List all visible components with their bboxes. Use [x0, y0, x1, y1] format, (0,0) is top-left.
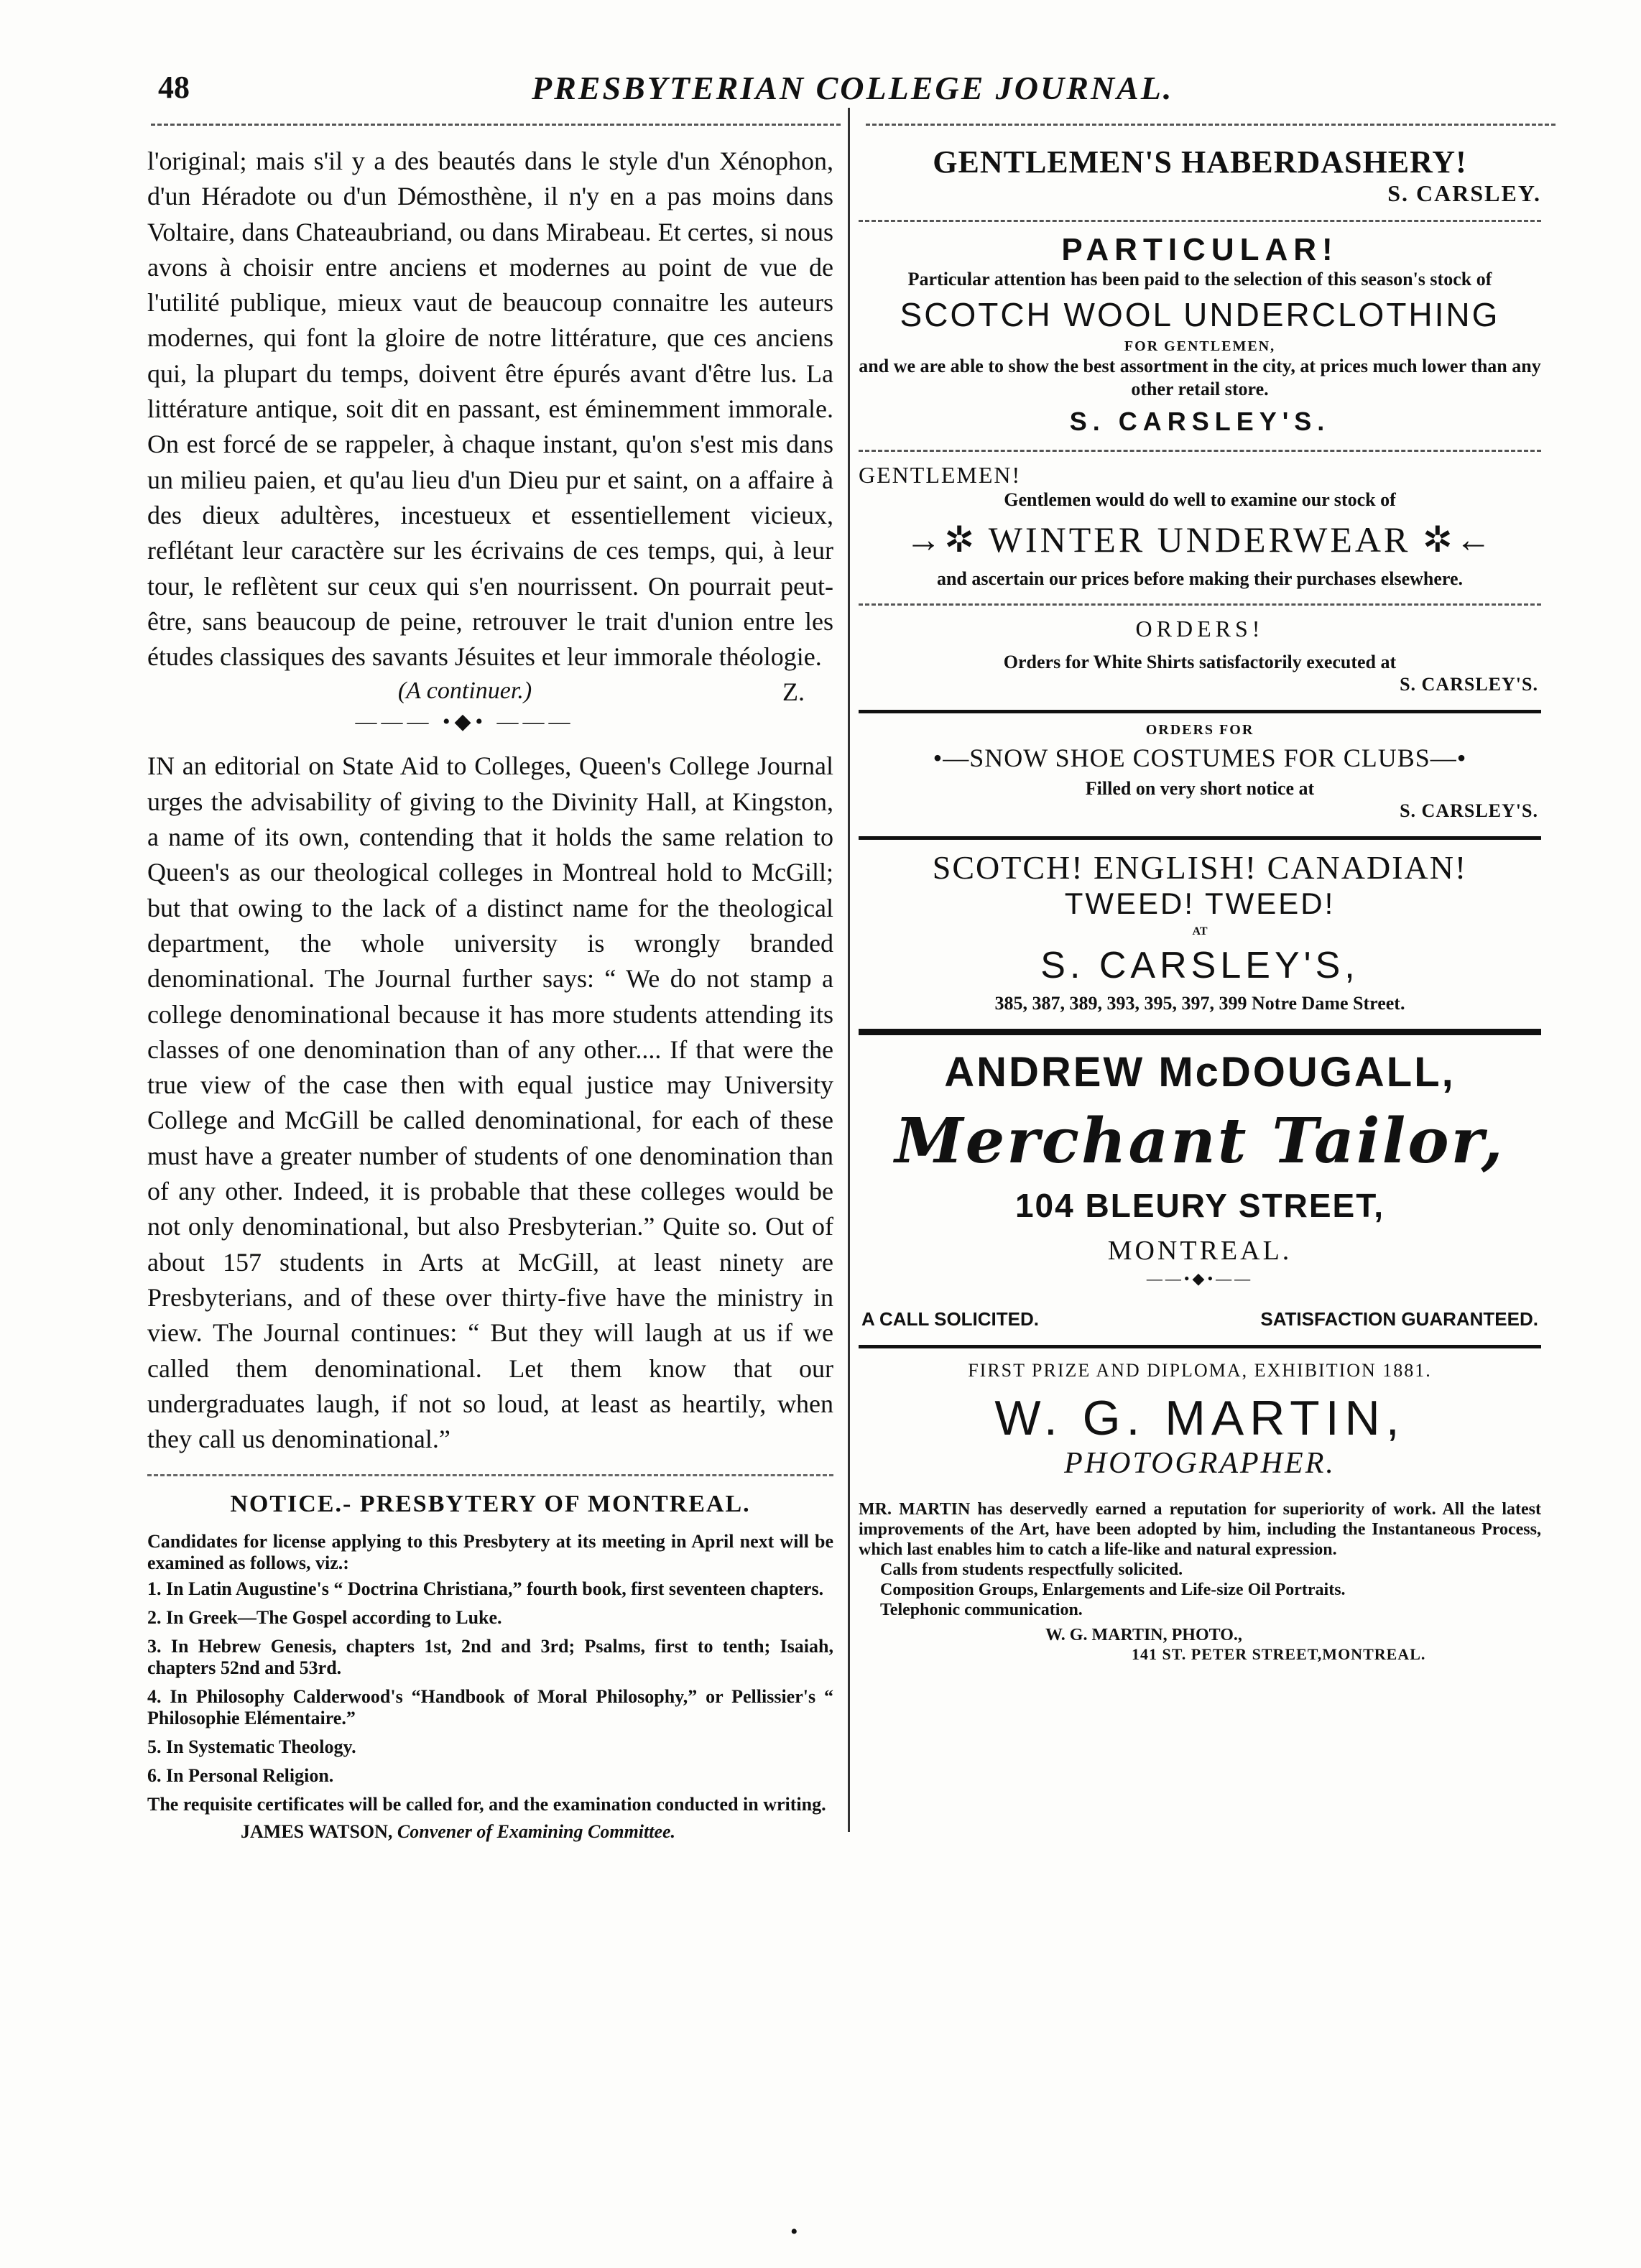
mcdougall-street: 104 BLEURY STREET, [1014, 1187, 1385, 1224]
particular-text-2: and we are able to show the best assortment in the city, at prices much lower than any other retail store. [859, 356, 1541, 399]
notice-title: NOTICE.- PRESBYTERY OF MONTREAL. [230, 1491, 751, 1518]
mcdougall-name: ANDREW McDOUGALL, [944, 1049, 1456, 1096]
page-header [144, 69, 1552, 112]
ad-divider [859, 450, 1541, 452]
tweed-address: 385, 387, 389, 393, 395, 397, 399 Notre Dame Street. [994, 993, 1405, 1014]
martin-line: Telephonic communication. [880, 1601, 1083, 1619]
orders-sign: S. CARSLEY'S. [1400, 674, 1538, 695]
martin-address: 141 ST. PETER STREET,MONTREAL. [1132, 1645, 1426, 1663]
notice-item: 3. In Hebrew Genesis, chapters 1st, 2nd and 3rd; Psalms, first to tenth; Isaiah, chapters 52nd and 53rd. [147, 1636, 833, 1679]
haberdashery-sign: S. CARSLEY. [1387, 180, 1541, 206]
notice-closing: The requisite certificates will be called for, and the examination conducted in writing. [147, 1794, 826, 1815]
notice-signer-role: Convener of Examining Committee. [397, 1821, 676, 1843]
snow-shoe-flourish-right: —• [1430, 744, 1467, 772]
ad-divider [859, 603, 1541, 606]
column-divider [848, 108, 850, 1832]
right-column [859, 144, 1541, 1664]
snow-shoe-title-text: SNOW SHOE COSTUMES FOR CLUBS [969, 744, 1430, 772]
orders-title: ORDERS! [1135, 616, 1265, 642]
snow-shoe-ad [859, 722, 1541, 822]
mcdougall-city: MONTREAL. [1107, 1236, 1293, 1266]
ad-divider [859, 710, 1541, 713]
orders-text: Orders for White Shirts satisfactorily executed at [1003, 652, 1397, 672]
winter-product: WINTER UNDERWEAR [988, 519, 1411, 560]
winter-text: Gentlemen would do well to examine our stock of [1004, 489, 1396, 510]
haberdashery-ad [859, 144, 1541, 207]
particular-title: PARTICULAR! [1061, 232, 1339, 267]
article-signature: Z. [782, 677, 805, 707]
martin-paragraph: MR. MARTIN has deservedly earned a reputation for superiority of work. All the latest improvements of the Art, have been adopted by him, including the Instantaneous Process, which last enables him to catch a life-like and natural expression. [859, 1500, 1541, 1559]
satisfaction-guaranteed: SATISFACTION GUARANTEED. [1260, 1308, 1538, 1330]
footer-mark: • [790, 2220, 798, 2244]
for-gentlemen-line: FOR GENTLEMEN, [1124, 338, 1276, 354]
header-rule-left [151, 124, 841, 126]
snow-shoe-sign: S. CARSLEY'S. [1400, 800, 1538, 821]
notice-item: 6. In Personal Religion. [147, 1765, 334, 1787]
snow-shoe-title [859, 743, 1541, 773]
notice-item: 1. In Latin Augustine's “ Doctrina Christiana,” fourth book, first seventeen chapters. [147, 1578, 824, 1600]
notice-signer: JAMES WATSON, [241, 1821, 393, 1843]
martin-line: Calls from students respectfully solicited. [880, 1560, 1183, 1579]
section-ornament: ——— •◆• ——— [355, 710, 575, 734]
particular-sign: S. CARSLEY'S. [1069, 407, 1331, 436]
notice-item: 5. In Systematic Theology. [147, 1736, 356, 1758]
journal-title: PRESBYTERIAN COLLEGE JOURNAL. [532, 70, 1174, 106]
snow-shoe-small: ORDERS FOR [1145, 722, 1254, 738]
left-column [147, 144, 833, 1843]
ad-divider [859, 220, 1541, 222]
tweed-line-1: SCOTCH! ENGLISH! CANADIAN! [932, 849, 1468, 886]
haberdashery-title: GENTLEMEN'S HABERDASHERY! [933, 144, 1467, 180]
notice-intro: Candidates for license applying to this Presbytery at its meeting in April next will be examined as follows, viz.: [147, 1531, 833, 1574]
martin-ad [859, 1360, 1541, 1664]
continuer-note: (A continuer.) [397, 677, 532, 705]
orders-ad [859, 616, 1541, 695]
mcdougall-taglines [859, 1308, 1541, 1330]
winter-underwear-heading [859, 519, 1541, 560]
winter-text-2: and ascertain our prices before making their purchases elsewhere. [936, 568, 1464, 589]
particular-ad [859, 232, 1541, 437]
ad-divider [859, 1345, 1541, 1348]
page-number: 48 [158, 70, 190, 105]
winter-heading: GENTLEMEN! [859, 462, 1022, 488]
martin-title: PHOTOGRAPHER. [1064, 1447, 1336, 1480]
call-solicited: A CALL SOLICITED. [861, 1308, 1039, 1330]
ad-divider [859, 836, 1541, 840]
french-article-text: l'original; mais s'il y a des beautés dans le style d'un Xénophon, d'un Héradote ou d'un Démosthène, il n'y en a pas moins dans Voltaire, dans Chateaubriand, ou dans Mirabeau. Et certes, si nous avons à choisir entre anciens et modernes au point de vue de l'utilité publique, mieux vaut de beaucoup connaitre les auteurs modernes, qui font la gloire de notre littérature, que ces anciens qui, la plupart du temps, doivent être épurés avant d'être lus. La littérature antique, soit dit en passant, est éminemment immorale. On est forcé de se rappeler, à chaque instant, qu'on s'est mis dans un milieu paien, et qu'au lieu d'un Dieu pur et saint, on a affaire à des dieux adultères, incestueux et essentiellement vicieux, reflétant leur caractère sur les écrivains de ces temps, qui, à leur tour, le reflètent sur ceux qui s'en nourrissent. On pourrait peut-être, sans beaucoup de peine, retrouver le trait d'union entre les études classiques des savants Jésuites et leur immorale théologie. [147, 147, 833, 672]
particular-text: Particular attention has been paid to the selection of this season's stock of [907, 269, 1492, 290]
tweed-ad [859, 848, 1541, 1014]
notice-block [147, 1491, 833, 1843]
martin-name: W. G. MARTIN, [994, 1391, 1405, 1445]
scotch-wool-heading: SCOTCH WOOL UNDERCLOTHING [900, 296, 1500, 333]
editorial-paragraph: IN an editorial on State Aid to Colleges, Queen's College Journal urges the advisability of giving to the Divinity Hall, at Kingston, a name of its own, contending that it holds the same relation to Queen's as our theological colleges in Montreal hold to McGill; but that owing to the lack of a distinct name for the theological department, the whole university is wrongly branded denominational. The Journal further says: “ We do not stamp a college denominational because it has more students attending its classes of one denomination than of any other.... If that were the true view of the case then with equal justice may University College and McGill be called denominational, for each of these must have a greater number of students of one denomination than of any other. Indeed, it is probable that these colleges would be not only denominational, but also Presbyterian.” Quite so. Out of about 157 students in Arts at McGill, at least ninety are Presbyterians, and of these over thirty-five have the ministry in view. The Journal continues: “ But they will laugh at us if we called them denominational. Let them know that our undergraduates laugh, if not so loud, at least as heartily, when they call us denominational.” [147, 751, 833, 1454]
mcdougall-ornament: ——•◆•—— [1146, 1269, 1254, 1287]
notice-item: 4. In Philosophy Calderwood's “Handbook of Moral Philosophy,” or Pellissier's “ Philosophie Elémentaire.” [147, 1686, 833, 1729]
martin-signature: W. G. MARTIN, PHOTO., [1045, 1626, 1242, 1644]
tweed-at: AT [1192, 925, 1208, 938]
mcdougall-ad [859, 1048, 1541, 1330]
martin-prize: FIRST PRIZE AND DIPLOMA, EXHIBITION 1881. [968, 1360, 1432, 1381]
header-rule-right [866, 124, 1556, 126]
tweed-carsley-name: S. CARSLEY'S, [1040, 945, 1359, 986]
winter-ad [859, 462, 1541, 591]
martin-line: Composition Groups, Enlargements and Life-size Oil Portraits. [880, 1580, 1346, 1599]
notice-separator [147, 1474, 833, 1476]
winter-ornament-left: →✲ [905, 519, 978, 560]
notice-item: 2. In Greek—The Gospel according to Luke. [147, 1607, 502, 1629]
tweed-line-2: TWEED! TWEED! [1064, 887, 1336, 920]
snow-shoe-text: Filled on very short notice at [1085, 778, 1315, 799]
merchant-tailor-heading: Merchant Tailor, [895, 1105, 1505, 1177]
ad-divider-thick [859, 1029, 1541, 1035]
winter-ornament-right: ✲← [1422, 519, 1494, 560]
snow-shoe-flourish-left: •— [933, 744, 970, 772]
notice-signature [147, 1821, 833, 1843]
